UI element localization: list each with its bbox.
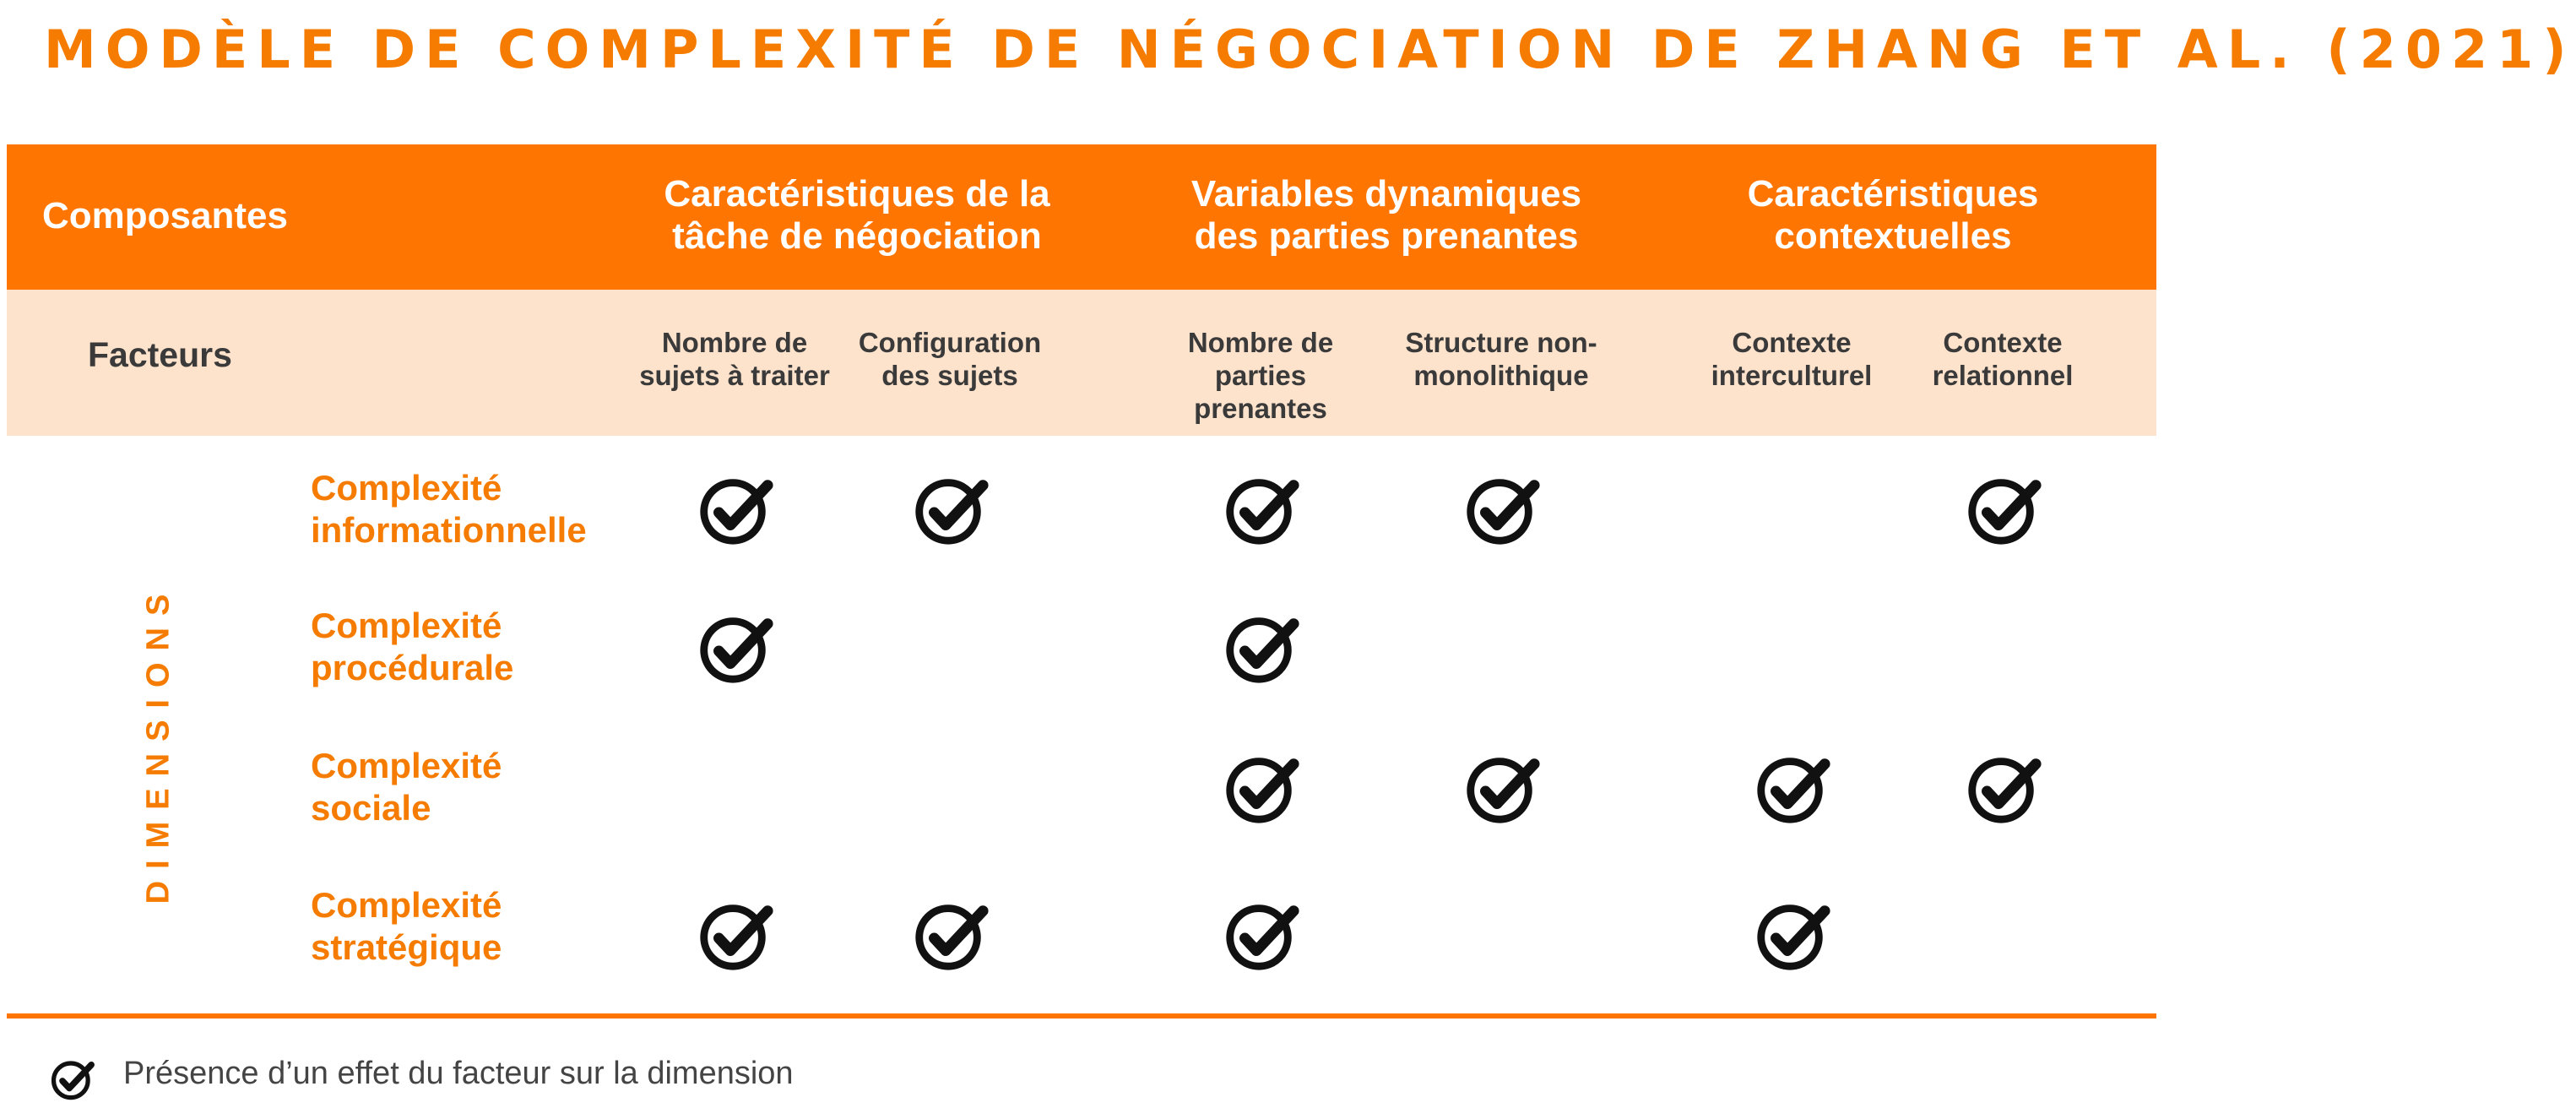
dimension-line: Complexité (311, 468, 502, 508)
factor-line: Structure non- (1405, 327, 1597, 358)
dimension-line: informationnelle (311, 510, 587, 550)
dimension-strategique (311, 884, 502, 969)
factor-nombre-sujets (625, 326, 844, 392)
component-group-task (621, 173, 1093, 258)
check-circle-icon (1750, 893, 1833, 975)
component-group-stakeholders (1150, 173, 1623, 258)
component-group-stakeholders-line1: Variables dynamiques (1190, 173, 1582, 215)
check-circle-icon (1219, 746, 1302, 828)
check-circle-icon (1460, 746, 1543, 828)
check-circle-icon (1219, 467, 1302, 550)
factor-line: Nombre de (661, 327, 808, 358)
dimension-procedurale (311, 605, 513, 689)
factor-contexte-relationnel (1893, 326, 2112, 392)
factor-contexte-interculturel (1682, 326, 1901, 392)
check-circle-icon (693, 893, 776, 975)
factor-line: Nombre de (1187, 327, 1334, 358)
dimension-line: sociale (311, 788, 431, 828)
factor-line: des sujets (881, 360, 1018, 391)
factor-line: relationnel (1932, 360, 2074, 391)
check-circle-icon (908, 893, 991, 975)
dimension-line: procédurale (311, 648, 514, 687)
factor-structure-non-monolithique (1391, 326, 1611, 392)
page-title: MODÈLE DE COMPLEXITÉ DE NÉGOCIATION DE ZHANG ET AL. (2021) (44, 19, 2576, 80)
dimension-sociale (311, 745, 502, 829)
factor-line: monolithique (1413, 360, 1589, 391)
dimension-informationnelle (311, 467, 587, 551)
factors-label: Facteurs (88, 335, 232, 374)
legend-text: Présence d’un effet du facteur sur la dimension (123, 1056, 794, 1091)
factor-line: Contexte (1732, 327, 1852, 358)
check-circle-icon (908, 467, 991, 550)
factor-nombre-parties (1151, 326, 1370, 425)
dimension-line: Complexité (311, 746, 502, 785)
component-group-task-line1: Caractéristiques de la (664, 173, 1050, 215)
factor-configuration-sujets (840, 326, 1060, 392)
check-circle-icon (1460, 467, 1543, 550)
factor-line: interculturel (1711, 360, 1873, 391)
factor-line: Contexte (1943, 327, 2063, 358)
component-group-context-line2: contextuelles (1774, 215, 2012, 257)
factor-line: Configuration (858, 327, 1042, 358)
check-circle-icon (1219, 606, 1302, 688)
dimension-line: stratégique (311, 927, 502, 967)
check-circle-icon (693, 606, 776, 688)
component-group-context-line1: Caractéristiques (1747, 173, 2039, 215)
dimensions-label: DIMENSIONS (140, 582, 176, 904)
component-group-context (1657, 173, 2129, 258)
component-group-stakeholders-line2: des parties prenantes (1194, 215, 1579, 257)
check-circle-icon (1961, 467, 2044, 550)
dimension-line: Complexité (311, 606, 502, 645)
check-circle-icon (1750, 746, 1833, 828)
factor-line: parties (1214, 360, 1307, 391)
check-circle-icon (693, 467, 776, 550)
component-group-task-line2: tâche de négociation (672, 215, 1042, 257)
check-circle-icon (1219, 893, 1302, 975)
check-circle-icon (1961, 746, 2044, 828)
check-circle-icon (47, 1054, 96, 1103)
factor-line: sujets à traiter (639, 360, 830, 391)
dimension-line: Complexité (311, 885, 502, 925)
composantes-label: Composantes (42, 195, 288, 236)
bottom-divider (7, 1013, 2156, 1019)
factor-line: prenantes (1194, 393, 1327, 424)
